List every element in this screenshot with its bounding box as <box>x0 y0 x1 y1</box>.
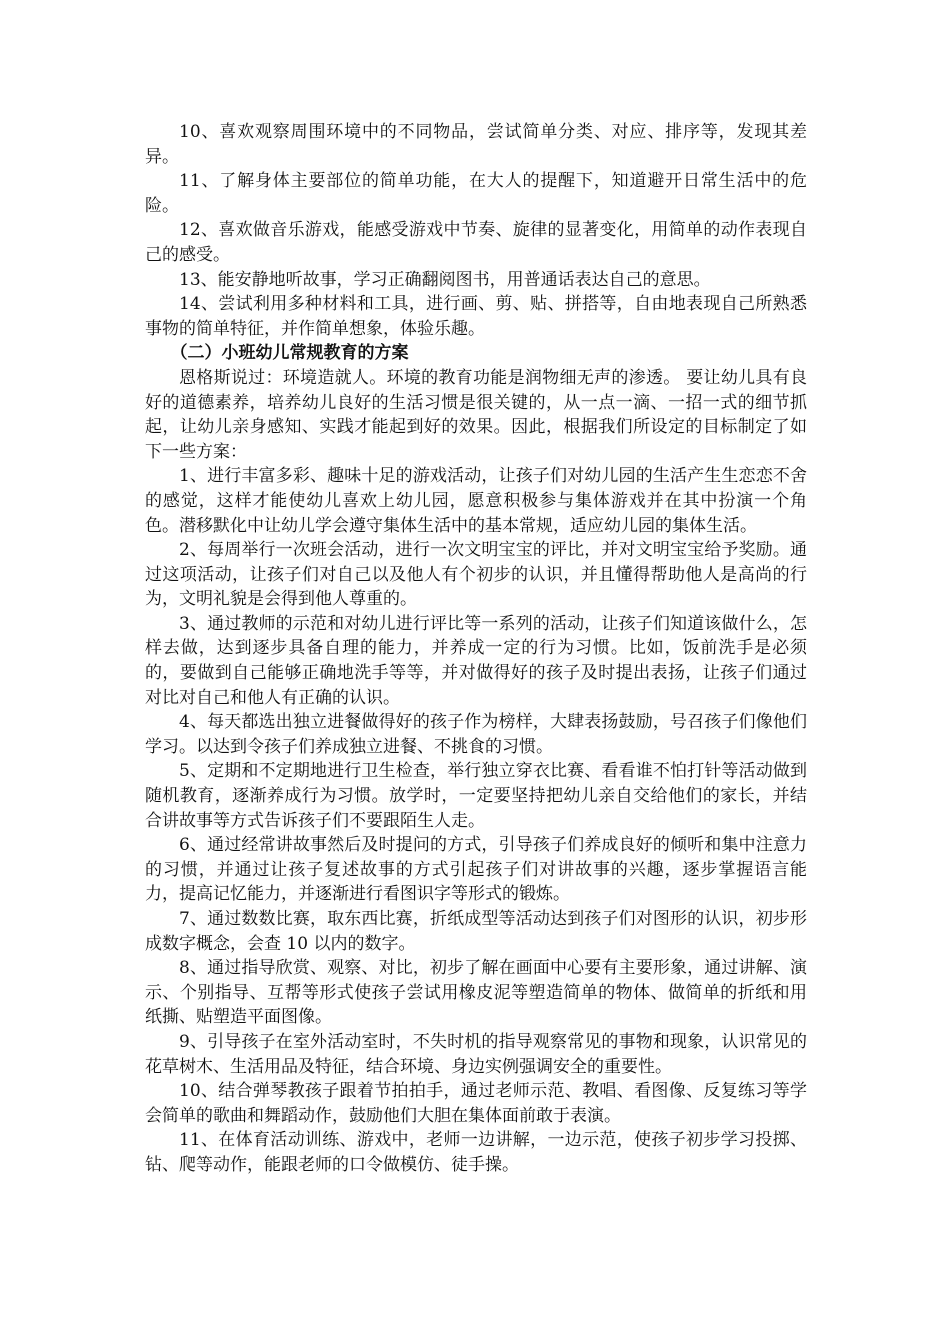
paragraph-item-13: 13、能安静地听故事，学习正确翻阅图书，用普通话表达自己的意思。 <box>179 269 711 290</box>
plan-item-10: 10、结合弹琴教孩子跟着节拍拍手，通过老师示范、教唱、看图像、反复练习等学会简单的歌曲和舞蹈动作，鼓励他们大胆在集体面前敢于表演。 <box>145 1081 807 1126</box>
plan-item-2: 2、每周举行一次班会活动，进行一次文明宝宝的评比，并对文明宝宝给予奖励。通过这项活动，让孩子们对自己以及他人有个初步的认识，并且懂得帮助他人是高尚的行为，文明礼貌是会得到他人尊重的。 <box>145 540 807 610</box>
plan-item-1: 1、进行丰富多彩、趣味十足的游戏活动，让孩子们对幼儿园的生活产生生恋恋不舍的感觉，这样才能使幼儿喜欢上幼儿园，愿意积极参与集体游戏并在其中扮演一个角色。潜移默化中让幼儿学会遵守集体生活中的基本常规，适应幼儿园的集体生活。 <box>145 466 807 536</box>
plan-item-11: 11、在体育活动训练、游戏中，老师一边讲解，一边示范，使孩子初步学习投掷、钻、爬等动作，能跟老师的口令做模仿、徒手操。 <box>145 1130 807 1175</box>
document-page <box>145 120 807 1178</box>
paragraph-item-11: 11、了解身体主要部位的简单功能，在大人的提醒下，知道避开日常生活中的危险。 <box>145 171 807 216</box>
plan-item-7: 7、通过数数比赛，取东西比赛，折纸成型等活动达到孩子们对图形的认识，初步形成数字概念，会查 10 以内的数字。 <box>145 909 807 954</box>
paragraph-item-14: 14、尝试利用多种材料和工具，进行画、剪、贴、拼搭等，自由地表现自己所熟悉事物的简单特征，并作简单想象，体验乐趣。 <box>145 294 807 339</box>
plan-item-9: 9、引导孩子在室外活动室时，不失时机的指导观察常见的事物和现象，认识常见的花草树木、生活用品及特征，结合环境、身边实例强调安全的重要性。 <box>145 1031 807 1077</box>
section-heading: （二）小班幼儿常规教育的方案 <box>170 343 409 364</box>
paragraph-item-12: 12、喜欢做音乐游戏，能感受游戏中节奏、旋律的显著变化，用简单的动作表现自己的感受。 <box>145 220 807 265</box>
plan-item-5: 5、定期和不定期地进行卫生检查，举行独立穿衣比赛、看看谁不怕打针等活动做到随机教育，逐渐养成行为习惯。放学时，一定要坚持把幼儿亲自交给他们的家长，并结合讲故事等方式告诉孩子们不要跟陌生人走。 <box>145 761 807 831</box>
paragraph-item-10: 10、喜欢观察周围环境中的不同物品，尝试简单分类、对应、排序等，发现其差异。 <box>145 122 807 167</box>
plan-item-8: 8、通过指导欣赏、观察、对比，初步了解在画面中心要有主要形象，通过讲解、演示、个别指导、互帮等形式使孩子尝试用橡皮泥等塑造简单的物体、做简单的折纸和用纸撕、贴塑造平面图像。 <box>145 958 807 1028</box>
plan-item-3: 3、通过教师的示范和对幼儿进行评比等一系列的活动，让孩子们知道该做什么，怎样去做，达到逐步具备自理的能力，并养成一定的行为习惯。比如，饭前洗手是必须的，要做到自己能够正确地洗手等等，并对做得好的孩子及时提出表扬，让孩子们通过对比对自己和他人有正确的认识。 <box>145 613 807 708</box>
plan-item-4: 4、每天都选出独立进餐做得好的孩子作为榜样，大肆表扬鼓励，号召孩子们像他们学习。以达到令孩子们养成独立进餐、不挑食的习惯。 <box>145 712 807 757</box>
plan-item-6: 6、通过经常讲故事然后及时提问的方式，引导孩子们养成良好的倾听和集中注意力的习惯，并通过让孩子复述故事的方式引起孩子们对讲故事的兴趣，逐步掌握语言能力，提高记忆能力，并逐渐进行看图识字等形式的锻炼。 <box>145 835 807 905</box>
section-intro: 恩格斯说过：环境造就人。环境的教育功能是润物细无声的渗透。 要让幼儿具有良好的道德素养，培养幼儿良好的生活习惯是很关键的，从一点一滴、一招一式的细节抓起，让幼儿亲身感知、实践才能起到好的效果。因此，根据我们所设定的目标制定了如下一些方案： <box>145 367 807 462</box>
